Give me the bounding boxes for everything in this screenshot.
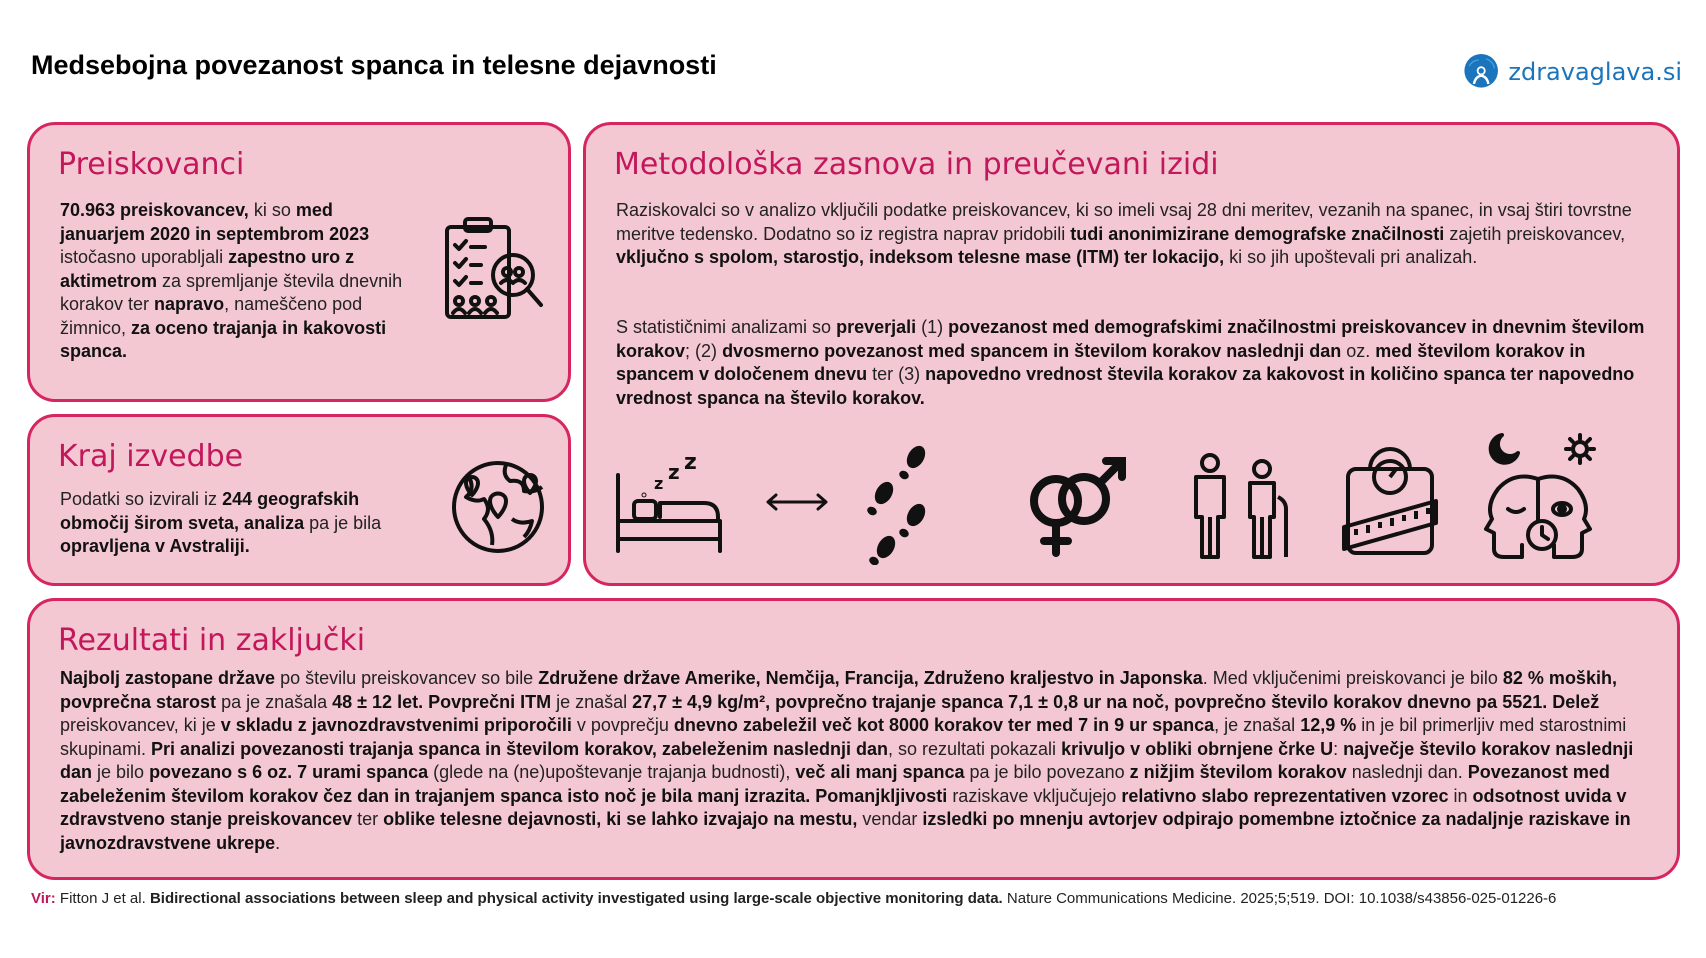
panel-preiskovanci — [27, 122, 571, 402]
footsteps-icon — [864, 443, 936, 565]
bold-text-segment: Pri analizi povezanosti trajanja spanca in številom korakov, zabeleženim naslednji dan — [151, 738, 888, 759]
text-segment: (glede na (ne)upoštevanje trajanja budnosti), — [428, 762, 796, 782]
text-segment: ki so jih upoštevali pri analizah. — [1224, 247, 1478, 267]
kraj-text — [60, 488, 420, 559]
text-segment: za spremljanje števila dnevnih korakov ter — [60, 270, 403, 314]
text-segment: ter — [352, 809, 384, 829]
bold-text-segment: za oceno trajanja in kakovosti spanca. — [60, 317, 387, 361]
bold-text-segment: med januarjem 2020 in septembrom 2023 — [60, 200, 370, 244]
text-segment: v povprečju — [571, 715, 674, 735]
rezultati-text — [60, 667, 1650, 855]
text-segment: (1) — [916, 317, 949, 337]
globe-location-icon — [446, 453, 550, 557]
sleep-icon — [614, 455, 724, 555]
source-rest: Nature Communications Medicine. 2025;5;519. DOI: 10.1038/s43856-025-01226-6 — [1006, 890, 1557, 907]
bold-text-segment: izsledki po mnenju avtorjev odpirajo pomembne iztočnice za nadaljnje raziskave in javnozdravstvene ukrepe — [60, 809, 1631, 853]
text-segment: preiskovancev, ki je — [60, 715, 221, 735]
bold-text-segment: v skladu z javnozdravstvenimi priporočili — [220, 715, 572, 735]
source-label: Vir: — [31, 890, 56, 907]
text-segment: , nameščeno pod žimnico, — [60, 294, 363, 338]
gender-icon — [1026, 455, 1128, 557]
panel-rezultati — [27, 598, 1680, 880]
bold-text-segment: Združene države Amerike, Nemčija, Francija, Združeno kraljestvo in Japonska — [538, 668, 1203, 688]
bold-text-segment: napovedno vrednost števila korakov za kakovost in količino spanca ter napovedno vrednost spanca na število korakov. — [616, 364, 1635, 408]
bold-text-segment: dnevno zabeležil več kot 8000 korakov ter med 7 in 9 ur spanca — [673, 715, 1215, 735]
bold-text-segment: z nižjim številom korakov — [1129, 762, 1347, 782]
text-segment: in — [1448, 785, 1473, 806]
text-segment: po številu preiskovancev so bile — [275, 668, 539, 688]
source-title: Bidirectional associations between sleep and physical activity investigated using large-scale objective monitoring data. — [149, 890, 1003, 907]
source-authors: Fitton J et al. — [59, 890, 146, 907]
bold-text-segment: zapestno uro z aktimetrom — [60, 247, 355, 291]
bold-text-segment: dvosmerno povezanost med spancem in številom korakov naslednji dan — [722, 340, 1342, 361]
text-segment: naslednji dan. — [1346, 762, 1468, 782]
text-segment: Podatki so izvirali iz — [60, 489, 223, 509]
text-segment: je znašal — [551, 691, 633, 712]
bold-text-segment: povezano s 6 oz. 7 urami spanca — [149, 762, 429, 782]
text-segment: je bilo — [92, 762, 150, 782]
bold-text-segment: opravljena v Avstraliji. — [60, 536, 250, 556]
bold-text-segment: 70.963 preiskovancev, — [60, 200, 249, 220]
sleep-wake-icon — [1484, 431, 1602, 559]
text-segment: pa je znašala — [216, 691, 333, 712]
kraj-heading: Kraj izvedbe — [58, 439, 244, 474]
bold-text-segment: več ali manj spanca — [795, 762, 965, 782]
text-segment: in je bil primerljiv med starostnimi skupinami. — [60, 715, 1627, 759]
bold-text-segment: 244 geografskih območij širom sveta, analiza — [60, 489, 360, 533]
text-segment: . Med vključenimi preiskovanci je bilo — [1202, 668, 1503, 688]
text-segment: pa je bilo povezano — [964, 762, 1130, 782]
bold-text-segment: Povezanost med zabeleženim številom korakov čez dan in trajanjem spanca isto noč je bila manj izrazita. Pomanjkljivosti — [60, 762, 1610, 806]
text-segment: vendar — [857, 809, 923, 829]
bold-text-segment: preverjali — [836, 317, 917, 337]
brain-logo-icon — [1462, 41, 1500, 103]
clipboard-magnifier-icon — [441, 217, 545, 329]
preiskovanci-text — [60, 199, 410, 364]
bold-text-segment: največje število korakov naslednji dan — [60, 738, 1634, 782]
svg-text:z: z — [668, 460, 680, 484]
text-segment: : — [1333, 738, 1344, 759]
preiskovanci-heading: Preiskovanci — [58, 147, 245, 182]
text-segment: istočasno uporabljali — [60, 247, 229, 267]
text-segment: , so rezultati pokazali — [887, 738, 1062, 759]
bold-text-segment: med številom korakov in spancem v določenem dnevu — [616, 340, 1586, 384]
text-segment: oz. — [1341, 340, 1376, 361]
bold-text-segment: povezanost med demografskimi značilnostmi preiskovancev in dnevnim številom korakov — [616, 317, 1645, 361]
logo[interactable] — [1462, 40, 1682, 104]
rezultati-heading: Rezultati in zaključki — [58, 623, 366, 658]
svg-text:z: z — [684, 455, 697, 475]
bold-text-segment: Najbolj zastopane države — [60, 668, 276, 688]
bold-text-segment: napravo — [154, 294, 225, 314]
bold-text-segment: 27,7 ± 4,9 kg/m², povprečno trajanje spanca 7,1 ± 0,8 ur na noč, povprečno število korakov dnevno pa 5521. Delež — [632, 691, 1600, 712]
page-title: Medsebojna povezanost spanca in telesne dejavnosti — [31, 50, 717, 80]
source-citation — [31, 890, 1556, 907]
bold-text-segment: 12,9 % — [1300, 715, 1357, 735]
text-segment: zajetih preiskovancev, — [1444, 223, 1626, 244]
bold-text-segment: vključno s spolom, starostjo, indeksom telesne mase (ITM) ter lokacijo, — [616, 247, 1225, 267]
text-segment: pa je bila — [304, 512, 382, 533]
text-segment: ; (2) — [685, 340, 723, 361]
bold-text-segment: 82 % moških, povprečna starost — [60, 668, 1617, 712]
bold-text-segment: krivuljo v obliki obrnjene črke U — [1061, 738, 1334, 759]
text-segment: S statističnimi analizami so — [616, 317, 837, 337]
metodologija-text-2 — [616, 316, 1646, 410]
logo-text: zdravaglava.si — [1508, 58, 1682, 86]
bold-text-segment: 48 ± 12 let. Povprečni ITM — [332, 691, 552, 712]
metodologija-text-1 — [616, 199, 1646, 270]
text-segment: ki so — [248, 200, 296, 220]
panel-metodologija — [583, 122, 1680, 586]
age-icon — [1188, 453, 1288, 559]
bold-text-segment: relativno slabo reprezentativen vzorec — [1121, 785, 1449, 806]
text-segment: . — [275, 832, 281, 853]
metodologija-heading: Metodološka zasnova in preučevani izidi — [614, 147, 1219, 182]
double-arrow-icon — [764, 491, 830, 513]
text-segment: Raziskovalci so v analizo vključili podatke preiskovancev, ki so imeli vsaj 28 dni meritev, vezanih na spanec, in vsaj štiri tovrstne meritve tedensko. Dodatno so iz registra naprav pridobili — [616, 200, 1632, 244]
text-segment: , je znašal — [1214, 715, 1301, 735]
panel-kraj-izvedbe — [27, 414, 571, 586]
bmi-scale-icon — [1342, 447, 1438, 559]
bold-text-segment: tudi anonimizirane demografske značilnosti — [1070, 223, 1445, 244]
svg-text:z: z — [654, 474, 664, 493]
bold-text-segment: odsotnost uvida v zdravstveno stanje preiskovancev — [60, 785, 1627, 829]
bold-text-segment: oblike telesne dejavnosti, ki se lahko izvajajo na mestu, — [383, 809, 858, 829]
text-segment: raziskave vključujejo — [947, 785, 1122, 806]
text-segment: ter (3) — [867, 364, 926, 384]
